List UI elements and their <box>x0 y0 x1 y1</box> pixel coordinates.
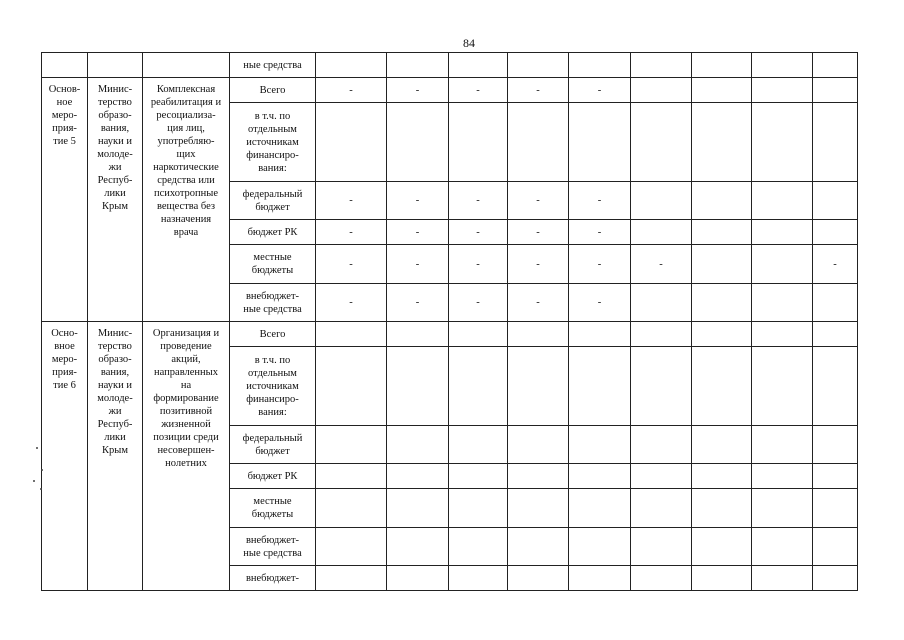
empty-cell <box>42 53 88 78</box>
value-cell <box>752 566 813 591</box>
value-cell <box>387 322 449 347</box>
value-cell <box>631 78 692 103</box>
empty-cell <box>316 53 387 78</box>
source-cell: Всего <box>230 322 316 347</box>
source-cell: федеральный бюджет <box>230 426 316 464</box>
value-cell <box>631 322 692 347</box>
value-cell <box>813 489 858 528</box>
scan-speck <box>36 447 38 449</box>
table-row <box>42 78 858 103</box>
value-cell <box>631 347 692 426</box>
scan-speck <box>40 488 42 490</box>
value-cell <box>387 566 449 591</box>
value-cell: - <box>569 78 631 103</box>
value-cell: - <box>387 284 449 322</box>
value-cell: - <box>813 245 858 284</box>
source-cell: бюджет РК <box>230 220 316 245</box>
value-cell <box>752 245 813 284</box>
empty-cell <box>692 53 752 78</box>
value-cell <box>387 489 449 528</box>
value-cell <box>692 347 752 426</box>
source-cell: местные бюджеты <box>230 489 316 528</box>
value-cell <box>449 347 508 426</box>
value-cell <box>813 103 858 182</box>
event-title-cell: Организация и проведение акций, направленных на формирование позитивной жизненной позиции среди несовершен- нолетних <box>143 322 230 591</box>
source-cell: в т.ч. по отдельным источникам финансиро- вания: <box>230 347 316 426</box>
value-cell: - <box>449 220 508 245</box>
value-cell <box>569 103 631 182</box>
value-cell <box>569 464 631 489</box>
source-cell: ные средства <box>230 53 316 78</box>
value-cell <box>752 489 813 528</box>
value-cell <box>752 322 813 347</box>
value-cell <box>752 426 813 464</box>
scan-speck <box>33 480 35 482</box>
value-cell <box>692 464 752 489</box>
value-cell <box>752 182 813 220</box>
source-cell: Всего <box>230 78 316 103</box>
value-cell <box>508 489 569 528</box>
source-cell: внебюджет- ные средства <box>230 528 316 566</box>
source-cell: внебюджет- ные средства <box>230 284 316 322</box>
value-cell <box>631 220 692 245</box>
value-cell <box>631 566 692 591</box>
empty-cell <box>449 53 508 78</box>
value-cell: - <box>387 182 449 220</box>
empty-cell <box>143 53 230 78</box>
value-cell <box>631 426 692 464</box>
value-cell <box>631 182 692 220</box>
value-cell <box>692 322 752 347</box>
value-cell <box>692 182 752 220</box>
value-cell <box>692 78 752 103</box>
budget-table <box>41 52 858 591</box>
value-cell: - <box>508 220 569 245</box>
value-cell <box>508 347 569 426</box>
value-cell: - <box>387 78 449 103</box>
value-cell <box>387 426 449 464</box>
value-cell: - <box>508 78 569 103</box>
value-cell <box>692 426 752 464</box>
value-cell <box>387 464 449 489</box>
value-cell <box>508 322 569 347</box>
value-cell <box>316 566 387 591</box>
value-cell <box>692 245 752 284</box>
value-cell: - <box>508 245 569 284</box>
empty-cell <box>752 53 813 78</box>
value-cell <box>449 322 508 347</box>
empty-cell <box>631 53 692 78</box>
value-cell <box>449 566 508 591</box>
value-cell <box>752 78 813 103</box>
value-cell <box>813 284 858 322</box>
table-body <box>42 53 858 591</box>
value-cell <box>631 103 692 182</box>
executor-cell: Минис- терство образо- вания, науки и молоде- жи Респуб- лики Крым <box>88 78 143 322</box>
value-cell: - <box>316 78 387 103</box>
value-cell <box>813 78 858 103</box>
value-cell <box>692 103 752 182</box>
value-cell <box>316 464 387 489</box>
value-cell: - <box>387 245 449 284</box>
value-cell: - <box>569 182 631 220</box>
empty-cell <box>387 53 449 78</box>
value-cell <box>813 566 858 591</box>
source-cell: в т.ч. по отдельным источникам финансиро- вания: <box>230 103 316 182</box>
value-cell <box>631 489 692 528</box>
value-cell: - <box>316 245 387 284</box>
source-cell: бюджет РК <box>230 464 316 489</box>
value-cell <box>449 464 508 489</box>
value-cell <box>508 566 569 591</box>
value-cell: - <box>449 284 508 322</box>
value-cell <box>752 220 813 245</box>
value-cell <box>316 489 387 528</box>
value-cell <box>387 528 449 566</box>
value-cell: - <box>508 182 569 220</box>
value-cell <box>387 103 449 182</box>
value-cell <box>569 489 631 528</box>
value-cell <box>569 566 631 591</box>
empty-cell <box>813 53 858 78</box>
value-cell <box>813 464 858 489</box>
value-cell <box>316 322 387 347</box>
value-cell <box>508 426 569 464</box>
value-cell: - <box>569 245 631 284</box>
value-cell <box>813 347 858 426</box>
value-cell <box>813 182 858 220</box>
value-cell <box>692 489 752 528</box>
table-row <box>42 322 858 347</box>
value-cell <box>752 103 813 182</box>
empty-cell <box>88 53 143 78</box>
value-cell: - <box>387 220 449 245</box>
value-cell <box>569 528 631 566</box>
value-cell <box>316 426 387 464</box>
value-cell <box>813 528 858 566</box>
value-cell <box>692 220 752 245</box>
value-cell <box>569 322 631 347</box>
value-cell <box>631 528 692 566</box>
value-cell <box>752 284 813 322</box>
empty-cell <box>508 53 569 78</box>
value-cell <box>449 489 508 528</box>
value-cell <box>449 426 508 464</box>
value-cell: - <box>316 220 387 245</box>
value-cell: - <box>569 284 631 322</box>
value-cell: - <box>631 245 692 284</box>
source-cell: местные бюджеты <box>230 245 316 284</box>
value-cell: - <box>316 284 387 322</box>
value-cell <box>508 464 569 489</box>
value-cell <box>631 284 692 322</box>
page-number: 84 <box>463 36 475 50</box>
value-cell: - <box>449 182 508 220</box>
value-cell <box>813 220 858 245</box>
value-cell: - <box>508 284 569 322</box>
value-cell: - <box>449 78 508 103</box>
value-cell <box>387 347 449 426</box>
value-cell <box>569 347 631 426</box>
source-cell: федеральный бюджет <box>230 182 316 220</box>
source-cell: внебюджет- <box>230 566 316 591</box>
value-cell: - <box>569 220 631 245</box>
empty-cell <box>569 53 631 78</box>
event-title-cell: Комплексная реабилитация и ресоциализа- ция лиц, употребляю- щих наркотические средства или психотропные вещества без назначения врача <box>143 78 230 322</box>
value-cell <box>449 528 508 566</box>
event-code-cell: Осно- вное меро- прия- тие 6 <box>42 322 88 591</box>
value-cell <box>508 528 569 566</box>
value-cell: - <box>316 182 387 220</box>
value-cell <box>316 103 387 182</box>
value-cell <box>692 528 752 566</box>
value-cell <box>692 566 752 591</box>
value-cell <box>449 103 508 182</box>
scan-speck <box>41 469 43 471</box>
value-cell <box>316 347 387 426</box>
value-cell <box>316 528 387 566</box>
value-cell <box>569 426 631 464</box>
event-code-cell: Основ- ное меро- прия- тие 5 <box>42 78 88 322</box>
value-cell: - <box>449 245 508 284</box>
value-cell <box>752 464 813 489</box>
executor-cell: Минис- терство образо- вания, науки и молоде- жи Респуб- лики Крым <box>88 322 143 591</box>
value-cell <box>813 426 858 464</box>
value-cell <box>752 347 813 426</box>
value-cell <box>813 322 858 347</box>
value-cell <box>692 284 752 322</box>
value-cell <box>631 464 692 489</box>
continuation-row <box>42 53 858 78</box>
value-cell <box>752 528 813 566</box>
value-cell <box>508 103 569 182</box>
